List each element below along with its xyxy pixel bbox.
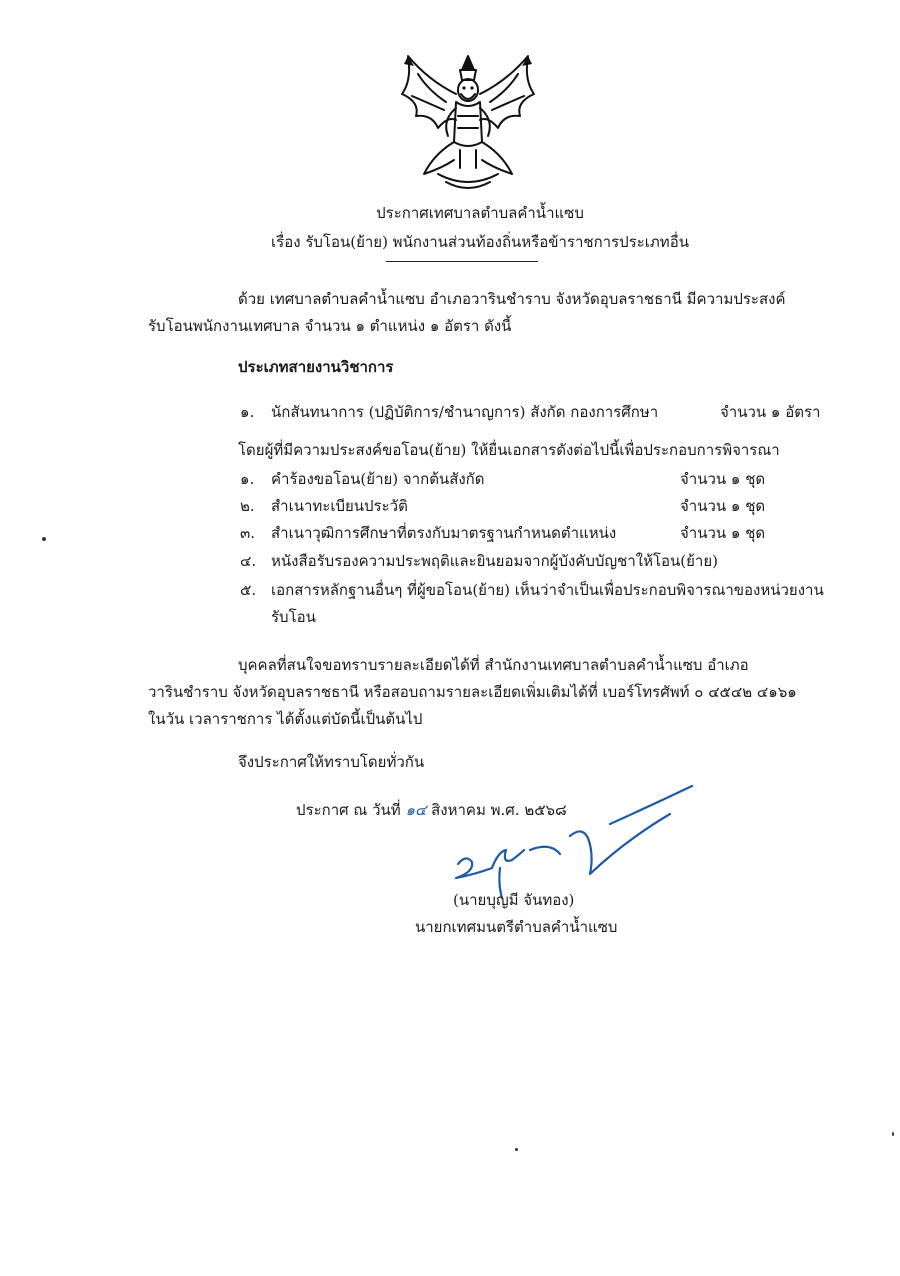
intro-line-2: รับโอนพนักงานเทศบาล จำนวน ๑ ตำแหน่ง ๑ อัตรา ดังนี้ bbox=[148, 317, 512, 335]
scan-speck bbox=[515, 1148, 518, 1151]
doc-number: ๕. bbox=[240, 581, 257, 599]
doc-number: ๒. bbox=[240, 497, 255, 515]
doc-text: สำเนาทะเบียนประวัติ bbox=[271, 497, 408, 515]
doc-text: หนังสือรับรองความประพฤติและยินยอมจากผู้บังคับบัญชาให้โอน(ย้าย) bbox=[271, 552, 718, 570]
date-day: ๑๔ bbox=[405, 801, 427, 819]
documents-intro: โดยผู้ที่มีความประสงค์ขอโอน(ย้าย) ให้ยื่นเอกสารดังต่อไปนี้เพื่อประกอบการพิจารณา bbox=[238, 441, 780, 459]
doc-text: เอกสารหลักฐานอื่นๆ ที่ผู้ขอโอน(ย้าย) เห็นว่าจำเป็นเพื่อประกอบพิจารณาของหน่วยงาน bbox=[271, 581, 824, 599]
doc-quantity: จำนวน ๑ ชุด bbox=[680, 524, 766, 542]
doc-quantity: จำนวน ๑ ชุด bbox=[680, 470, 766, 488]
closing-statement: จึงประกาศให้ทราบโดยทั่วกัน bbox=[238, 753, 425, 771]
announcement-title: ประกาศเทศบาลตำบลคำน้ำแซบ bbox=[376, 204, 584, 222]
date-suffix: สิงหาคม พ.ศ. ๒๕๖๘ bbox=[431, 801, 567, 819]
intro-line-1: ด้วย เทศบาลตำบลคำน้ำแซบ อำเภอวารินชำราบ จังหวัดอุบลราชธานี มีความประสงค์ bbox=[238, 290, 786, 308]
position-number: ๑. bbox=[240, 403, 255, 421]
doc-text: คำร้องขอโอน(ย้าย) จากต้นสังกัด bbox=[271, 470, 485, 488]
doc-text: สำเนาวุฒิการศึกษาที่ตรงกับมาตรฐานกำหนดตำแหน่ง bbox=[271, 524, 617, 542]
contact-line-3: ในวัน เวลาราชการ ได้ตั้งแต่บัดนี้เป็นต้นไป bbox=[148, 710, 423, 728]
signer-name: (นายบุญมี จันทอง) bbox=[453, 891, 575, 909]
date-prefix: ประกาศ ณ วันที่ bbox=[296, 801, 401, 819]
doc-quantity: จำนวน ๑ ชุด bbox=[680, 497, 766, 515]
garuda-emblem-icon bbox=[398, 50, 538, 195]
category-heading: ประเภทสายงานวิชาการ bbox=[238, 358, 394, 376]
signer-title: นายกเทศมนตรีตำบลคำน้ำแซบ bbox=[415, 918, 618, 936]
scan-speck bbox=[42, 537, 46, 541]
announcement-subject: เรื่อง รับโอน(ย้าย) พนักงานส่วนท้องถิ่นหรือข้าราชการประเภทอื่น bbox=[271, 233, 689, 251]
title-divider bbox=[386, 261, 538, 262]
position-quantity: จำนวน ๑ อัตรา bbox=[720, 403, 821, 421]
doc-text-continued: รับโอน bbox=[271, 608, 316, 626]
contact-line-2: วารินชำราบ จังหวัดอุบลราชธานี หรือสอบถามรายละเอียดเพิ่มเติมได้ที่ เบอร์โทรศัพท์ ๐ ๔๕๔๒ ๔๑๖๑ bbox=[148, 683, 797, 701]
position-text: นักสันทนาการ (ปฏิบัติการ/ชำนาญการ) สังกัด กองการศึกษา bbox=[271, 403, 659, 421]
handwritten-signature-icon bbox=[440, 780, 700, 900]
scan-speck bbox=[892, 1132, 894, 1136]
contact-line-1: บุคคลที่สนใจขอทราบรายละเอียดได้ที่ สำนักงานเทศบาลตำบลคำน้ำแซบ อำเภอ bbox=[238, 656, 749, 674]
doc-number: ๓. bbox=[240, 524, 256, 542]
doc-number: ๔. bbox=[240, 552, 257, 570]
doc-number: ๑. bbox=[240, 470, 255, 488]
